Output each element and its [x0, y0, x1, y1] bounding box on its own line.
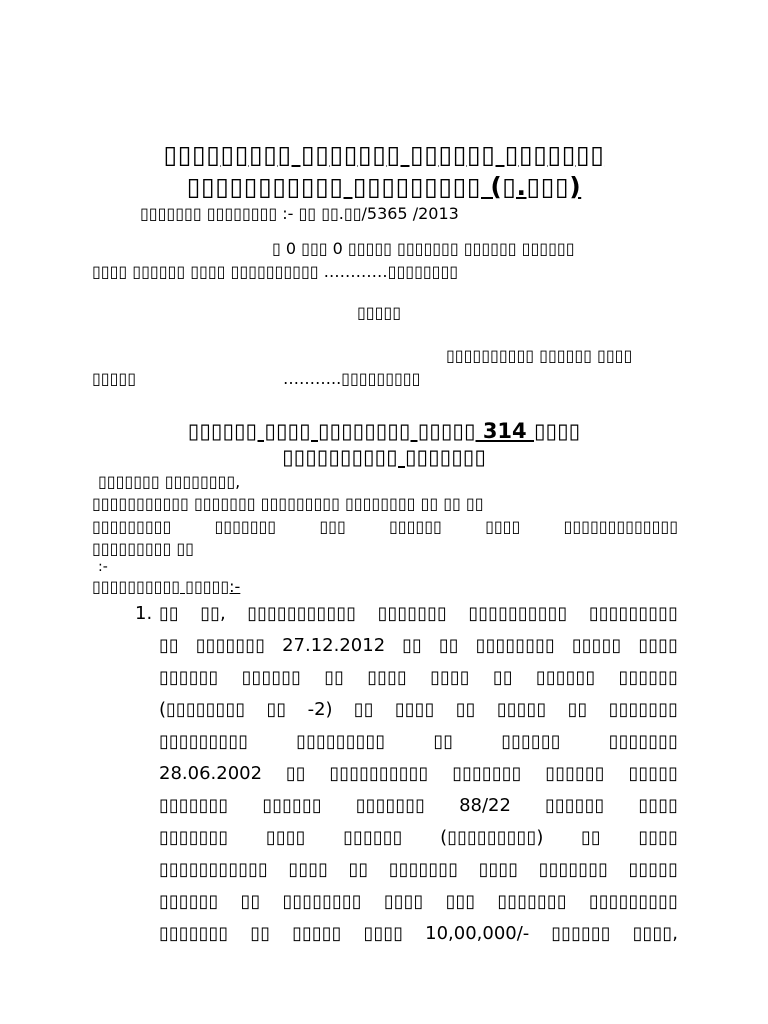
list-item-line: ▯▯ ▯▯, ▯▯▯▯▯▯▯▯▯▯▯ ▯▯▯▯▯▯▯ ▯▯▯▯▯▯▯▯▯▯ ▯▯▯▯▯▯▯▯▯ — [159, 603, 678, 624]
salutation: ▯▯▯▯▯▯▯ ▯▯▯▯▯▯▯▯, — [98, 472, 241, 491]
list-item-body — [159, 598, 678, 950]
list-item-line: ▯▯▯▯▯▯ ▯▯▯▯▯▯ ▯▯ ▯▯▯▯ ▯▯▯▯ ▯▯ ▯▯▯▯▯▯ ▯▯▯▯▯▯ — [159, 667, 678, 688]
list-item-line: ▯▯▯▯▯▯▯ ▯▯ ▯▯▯▯▯ ▯▯▯▯ 10,00,000/- ▯▯▯▯▯▯ ▯▯▯▯, — [159, 923, 678, 944]
colon-dash-marker: :- — [98, 559, 108, 575]
subtitle-line-1: ▯▯▯▯▯▯ ▯▯▯▯ ▯▯▯▯▯▯▯▯ ▯▯▯▯▯ 314 ▯▯▯▯ — [187, 419, 581, 443]
list-item-line: ▯▯ ▯▯▯▯▯▯▯ 27.12.2012 ▯▯ ▯▯ ▯▯▯▯▯▯▯▯ ▯▯▯▯▯ ▯▯▯▯ — [159, 635, 678, 656]
subtitle-line-2: ▯▯▯▯▯▯▯▯▯▯ ▯▯▯▯▯▯▯ — [282, 445, 486, 469]
party-one-line-2: ▯▯▯▯ ▯▯▯▯▯▯ ▯▯▯▯ ▯▯▯▯▯▯▯▯▯▯ …………▯▯▯▯▯▯▯▯ — [92, 262, 459, 281]
party-one-line-1: ▯ 0 ▯▯▯ 0 ▯▯▯▯▯ ▯▯▯▯▯▯▯ ▯▯▯▯▯▯ ▯▯▯▯▯▯ — [272, 239, 575, 258]
list-item-number: 1. — [135, 603, 153, 624]
party-two-line-1: ▯▯▯▯▯▯▯▯▯▯ ▯▯▯▯▯▯ ▯▯▯▯ — [446, 346, 633, 365]
document-title-line-1: ▯▯▯▯▯▯▯▯▯ ▯▯▯▯▯▯▯ ▯▯▯▯▯▯ ▯▯▯▯▯▯▯ — [163, 140, 605, 169]
section-heading: ▯▯▯▯▯▯▯▯▯▯ ▯▯▯▯▯:- — [92, 577, 241, 596]
list-item-line: ▯▯▯▯▯▯▯ ▯▯▯▯ ▯▯▯▯▯▯ (▯▯▯▯▯▯▯▯▯) ▯▯ ▯▯▯▯ — [159, 827, 678, 848]
intro-paragraph-line-3: ▯▯▯▯▯▯▯▯▯ ▯▯ — [92, 539, 194, 558]
versus-label: ▯▯▯▯▯ — [357, 303, 402, 322]
document-title-line-2: ▯▯▯▯▯▯▯▯▯▯▯ ▯▯▯▯▯▯▯▯▯ (▯.▯▯▯) — [186, 172, 582, 201]
intro-paragraph-line-1 — [92, 493, 678, 515]
list-item-line: ▯▯▯▯▯▯▯▯▯▯▯ ▯▯▯▯ ▯▯ ▯▯▯▯▯▯▯ ▯▯▯▯ ▯▯▯▯▯▯▯ ▯▯▯▯▯ — [159, 859, 678, 880]
intro-paragraph-line-2: ▯▯▯▯▯▯▯▯▯ ▯▯▯▯▯▯▯ ▯▯▯ ▯▯▯▯▯▯ ▯▯▯▯ ▯▯▯▯▯▯▯▯▯▯▯▯▯ — [92, 517, 678, 536]
list-item-line: 28.06.2002 ▯▯ ▯▯▯▯▯▯▯▯▯▯ ▯▯▯▯▯▯▯ ▯▯▯▯▯▯ ▯▯▯▯▯ — [159, 763, 678, 784]
party-two-line-2-right: ………..▯▯▯▯▯▯▯▯▯ — [283, 369, 421, 388]
list-item-line: ▯▯▯▯▯▯▯ ▯▯▯▯▯▯ ▯▯▯▯▯▯▯ 88/22 ▯▯▯▯▯▯ ▯▯▯▯ — [159, 795, 678, 816]
list-item-line: (▯▯▯▯▯▯▯▯ ▯▯ -2) ▯▯ ▯▯▯▯ ▯▯ ▯▯▯▯▯ ▯▯ ▯▯▯▯▯▯▯ — [159, 699, 678, 720]
list-item-line: ▯▯▯▯▯▯▯▯▯ ▯▯▯▯▯▯▯▯▯ ▯▯ ▯▯▯▯▯▯ ▯▯▯▯▯▯▯ — [159, 731, 678, 752]
intro-line-1-text: ▯▯▯▯▯▯▯▯▯▯▯ ▯▯▯▯▯▯▯ ▯▯▯▯▯▯▯▯▯ ▯▯▯▯▯▯▯▯ ▯▯ ▯▯ ▯▯ — [92, 494, 484, 513]
party-two-line-2-left: ▯▯▯▯▯ — [92, 369, 137, 388]
list-item-line: ▯▯▯▯▯▯ ▯▯ ▯▯▯▯▯▯▯▯ ▯▯▯▯ ▯▯▯ ▯▯▯▯▯▯▯ ▯▯▯▯▯▯▯▯▯ — [159, 891, 678, 912]
case-number-line: ▯▯▯▯▯▯▯ ▯▯▯▯▯▯▯▯ :- ▯▯ ▯▯.▯▯/5365 /2013 — [140, 204, 459, 223]
